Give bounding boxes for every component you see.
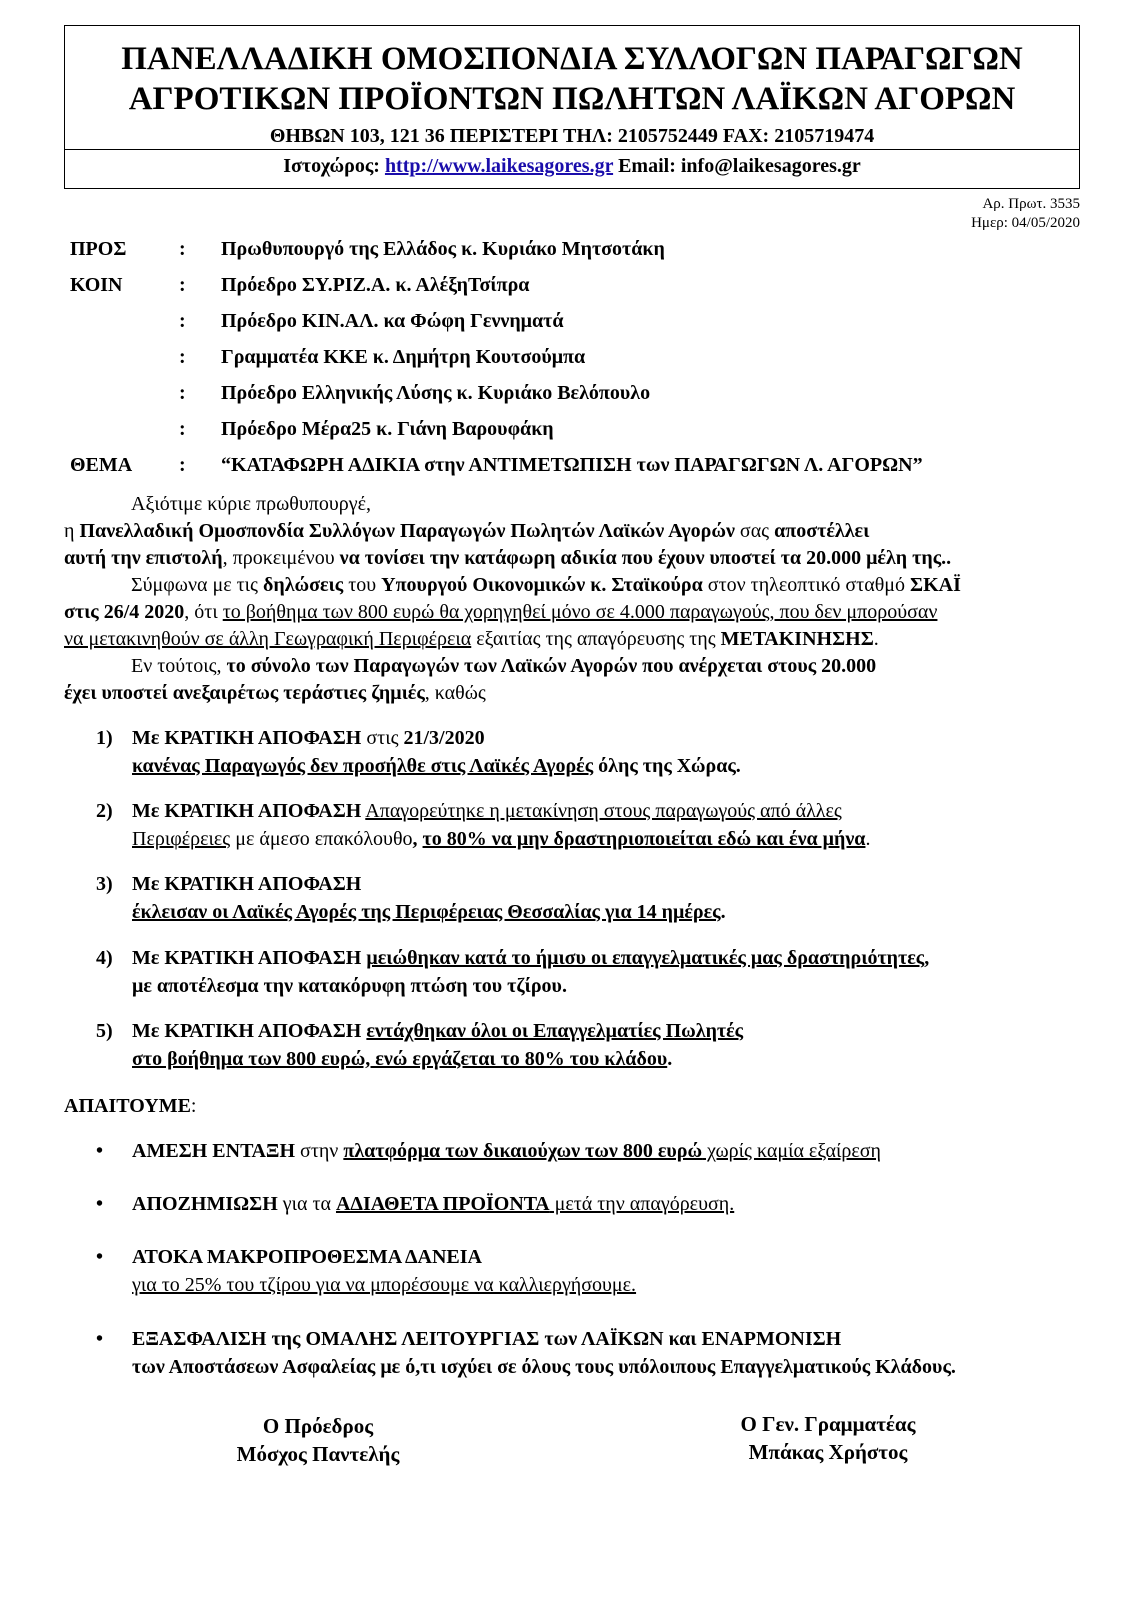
signature-role: Ο Πρόεδρος <box>262 1414 374 1438</box>
text-run: η <box>64 520 80 542</box>
text-run: Με ΚΡΑΤΙΚΗ ΑΠΟΦΑΣΗ <box>132 873 362 895</box>
recipient-value: Γραμματέα ΚΚΕ κ. Δημήτρη Κουτσούμπα <box>221 346 586 368</box>
text-run: του <box>343 574 382 596</box>
item-line <box>132 724 485 752</box>
letterhead-box <box>64 25 1080 189</box>
text-run: το βοήθημα των 800 ευρώ θα χορηγηθεί μόνο σε 4.000 παραγωγούς, που δεν μπορούσαν <box>222 601 938 623</box>
text-run: με αποτέλεσμα την κατακόρυφη πτώση του τζίρου. <box>132 975 567 997</box>
signature-name: Μπάκας Χρήστος <box>748 1440 908 1464</box>
text-run: Με ΚΡΑΤΙΚΗ ΑΠΟΦΑΣΗ <box>132 1020 362 1042</box>
item-line <box>132 1045 672 1073</box>
recipient-label: ΠΡΟΣ <box>70 238 127 260</box>
text-run: δηλώσεις <box>262 574 344 596</box>
text-run: αποστέλλει <box>774 520 870 542</box>
text-run: με <box>230 828 260 850</box>
recipient-colon: : <box>179 310 186 332</box>
text-run: μειώθηκαν κατά το ήμισυ οι επαγγελματικές μας δραστηριότητες, <box>366 947 930 969</box>
recipient-colon: : <box>179 238 186 260</box>
website-line <box>65 154 1079 178</box>
text-run: Με ΚΡΑΤΙΚΗ ΑΠΟΦΑΣΗ <box>132 947 362 969</box>
signature-name: Μόσχος Παντελής <box>236 1442 400 1466</box>
text-run: έκλεισαν οι Λαϊκές Αγορές της Περιφέρειας Θεσσαλίας για 14 ημέρες <box>132 901 721 923</box>
recipient-value: Πρόεδρο Ελληνικής Λύσης κ. Κυριάκο Βελόπουλο <box>221 382 651 404</box>
text-run: Περιφέρειες <box>132 828 231 850</box>
signature-role: Ο Γεν. Γραμματέας <box>740 1412 916 1436</box>
item-line <box>132 972 567 1000</box>
item-line <box>132 1137 881 1165</box>
text-run: , ότι <box>184 601 223 623</box>
text-run: στην <box>295 1140 344 1162</box>
text-run: να μετακινηθούν σε άλλη Γεωγραφική Περιφέρεια <box>64 628 472 650</box>
text-run: στον τηλεοπτικό σταθμό <box>702 574 911 596</box>
body-line <box>64 599 937 626</box>
org-title-line2: ΑΓΡΟΤΙΚΩΝ ΠΡΟΪΟΝΤΩΝ ΠΩΛΗΤΩΝ ΛΑΪΚΩΝ ΑΓΟΡΩΝ <box>128 81 1016 117</box>
email-text: Email: info@laikesagores.gr <box>618 155 861 177</box>
item-line <box>132 752 741 780</box>
greeting: Αξιότιμε κύριε πρωθυπουργέ, <box>131 493 371 515</box>
demands-heading <box>64 1093 196 1120</box>
item-number: 1) <box>96 727 113 749</box>
website-label: Ιστοχώρος: <box>283 155 380 177</box>
text-run: Σύμφωνα με τις <box>131 574 263 596</box>
protocol-number: Αρ. Πρωτ. 3535 <box>982 196 1080 212</box>
text-run: ΜΕΤΑΚΙΝΗΣΗΣ <box>720 628 874 650</box>
recipient-colon: : <box>179 418 186 440</box>
text-run: έχει υποστεί ανεξαιρέτως τεράστιες ζημιές <box>64 682 425 704</box>
item-line <box>132 1243 482 1271</box>
recipient-value: Πρόεδρο ΚΙΝ.ΑΛ. κα Φώφη Γεννηματά <box>221 310 564 332</box>
recipient-label: ΚΟΙΝ <box>70 274 123 296</box>
text-run: , <box>412 828 423 850</box>
recipient-colon: : <box>179 382 186 404</box>
item-line <box>132 825 870 853</box>
body-line <box>131 572 961 599</box>
item-number: 2) <box>96 800 113 822</box>
text-run: μετά την απαγόρευση. <box>549 1193 735 1215</box>
org-address: ΘΗΒΩΝ 103, 121 36 ΠΕΡΙΣΤΕΡΙ ΤΗΛ: 2105752449 FAX: 2105719474 <box>269 125 875 147</box>
text-run: Πανελλαδική Ομοσπονδία Συλλόγων Παραγωγών Πωλητών Λαϊκών Αγορών <box>79 520 735 542</box>
text-run: εξαιτίας της απαγόρευσης της <box>471 628 721 650</box>
item-line <box>132 898 726 926</box>
text-run: ΕΞΑΣΦΑΛΙΣΗ της ΟΜΑΛΗΣ ΛΕΙΤΟΥΡΓΙΑΣ των ΛΑΪΚΩΝ και ΕΝΑΡΜΟΝΙΣΗ <box>132 1328 842 1350</box>
subject-label: ΘΕΜΑ <box>70 454 133 476</box>
text-run: . <box>873 628 879 650</box>
text-run: ΑΠΟΖΗΜΙΩΣΗ <box>132 1193 278 1215</box>
text-run: πλατφόρμα των δικαιούχων των 800 ευρώ <box>343 1140 703 1162</box>
text-run: εντάχθηκαν όλοι οι Επαγγελματίες Πωλητές <box>366 1020 744 1042</box>
text-run: να τονίσει την κατάφωρη αδικία που έχουν υποστεί τα 20.000 μέλη της.. <box>339 547 952 569</box>
text-run: κανένας Παραγωγός δεν προσήλθε στις Λαϊκές Αγορές <box>132 755 594 777</box>
body-line <box>131 653 876 680</box>
text-run: Με ΚΡΑΤΙΚΗ ΑΠΟΦΑΣΗ <box>132 727 362 749</box>
text-run: , καθώς <box>424 682 486 704</box>
item-line <box>132 870 361 898</box>
text-run: . <box>667 1048 673 1070</box>
item-line <box>132 1017 743 1045</box>
bullet-icon: • <box>96 1193 104 1215</box>
text-run: στις <box>361 727 404 749</box>
text-run: ΑΠΑΙΤΟΥΜΕ <box>64 1095 191 1117</box>
signature-president <box>168 1412 468 1468</box>
item-line <box>132 1190 734 1218</box>
recipient-colon: : <box>179 346 186 368</box>
subject-colon: : <box>179 454 186 476</box>
item-line: των Αποστάσεων Ασφαλείας με ό,τι ισχύει σε όλους τους υπόλοιπους Επαγγελματικούς Κλάδους. <box>132 1356 956 1378</box>
item-line: για το 25% του τζίρου για να μπορέσουμε να καλλιεργήσουμε. <box>132 1274 637 1296</box>
text-run: ΣΚΑΪ <box>910 574 961 596</box>
text-run: Εν τούτοις, <box>131 655 227 677</box>
text-run: ΑΤΟΚΑ ΜΑΚΡΟΠΡΟΘΕΣΜΑ ΔΑΝΕΙΑ <box>132 1246 482 1268</box>
website-link[interactable]: http://www.laikesagores.gr <box>384 155 614 177</box>
text-run: στις 26/4 2020 <box>64 601 185 623</box>
bullet-icon: • <box>96 1140 104 1162</box>
recipient-value: Πρωθυπουργό της Ελλάδος κ. Κυριάκο Μητσοτάκη <box>221 238 665 260</box>
org-title-line1: ΠΑΝΕΛΛΑΔΙΚΗ ΟΜΟΣΠΟΝΔΙΑ ΣΥΛΛΟΓΩΝ ΠΑΡΑΓΩΓΩΝ <box>121 41 1023 77</box>
item-line <box>132 797 842 825</box>
text-run: Με ΚΡΑΤΙΚΗ ΑΠΟΦΑΣΗ <box>132 800 362 822</box>
body-line <box>64 680 486 707</box>
text-run: όλης της Χώρας. <box>593 755 741 777</box>
text-run: ΑΔΙΑΘΕΤΑ ΠΡΟΪΟΝΤΑ <box>335 1193 550 1215</box>
bullet-icon: • <box>96 1328 104 1350</box>
text-run: το σύνολο των Παραγωγών των Λαϊκών Αγορών που ανέρχεται στους 20.000 <box>226 655 877 677</box>
text-run: . <box>720 901 726 923</box>
item-line <box>132 944 929 972</box>
recipient-value: Πρόεδρο ΣΥ.ΡΙΖ.Α. κ. ΑλέξηΤσίπρα <box>221 274 530 296</box>
body-line <box>64 518 869 545</box>
signature-secretary <box>678 1410 978 1466</box>
recipient-colon: : <box>179 274 186 296</box>
item-number: 3) <box>96 873 113 895</box>
item-number: 5) <box>96 1020 113 1042</box>
text-run: : <box>190 1095 197 1117</box>
text-run: αυτή την επιστολή <box>64 547 223 569</box>
text-run: σας <box>734 520 775 542</box>
text-run: 21/3/2020 <box>403 727 485 749</box>
text-run: ΑΜΕΣΗ ΕΝΤΑΞΗ <box>132 1140 296 1162</box>
subject-value: “ΚΑΤΑΦΩΡΗ ΑΔΙΚΙΑ στην ΑΝΤΙΜΕΤΩΠΙΣΗ των ΠΑΡΑΓΩΓΩΝ Λ. ΑΓΟΡΩΝ” <box>221 454 923 476</box>
text-run: , προκειμένου <box>222 547 340 569</box>
item-number: 4) <box>96 947 113 969</box>
body-line <box>64 545 951 572</box>
text-run: το 80% να μην δραστηριοποιείται εδώ και ένα μήνα <box>422 828 866 850</box>
text-run: για τα <box>277 1193 336 1215</box>
body-line <box>64 626 879 653</box>
text-run: . <box>865 828 871 850</box>
protocol-date: Ημερ: 04/05/2020 <box>971 215 1080 231</box>
text-run: χωρίς καμία εξαίρεση <box>702 1140 881 1162</box>
bullet-icon: • <box>96 1246 104 1268</box>
item-line <box>132 1325 841 1353</box>
header-divider <box>65 149 1079 150</box>
text-run: άμεσο επακόλουθο <box>259 828 413 850</box>
text-run: στο βοήθημα των 800 ευρώ, ενώ εργάζεται το 80% του κλάδου <box>132 1048 668 1070</box>
recipient-value: Πρόεδρο Μέρα25 κ. Γιάνη Βαρουφάκη <box>221 418 554 440</box>
text-run: Υπουργού Οικονομικών κ. Σταϊκούρα <box>381 574 703 596</box>
text-run: Απαγορεύτηκε η μετακίνηση στους παραγωγούς από άλλες <box>365 800 842 822</box>
